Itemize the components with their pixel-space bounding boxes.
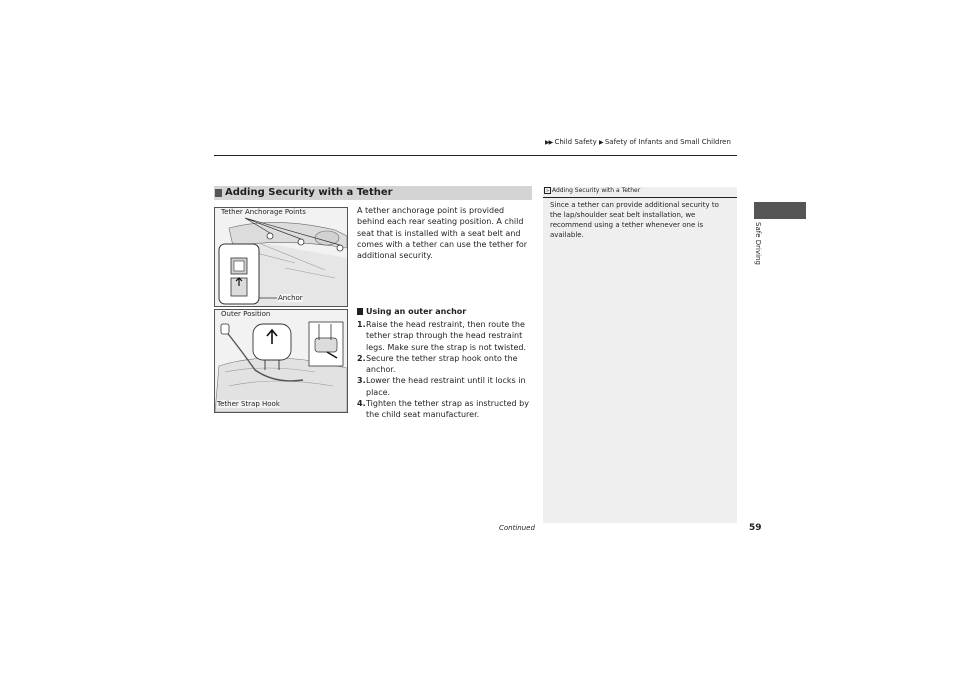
subsection-title: Using an outer anchor (366, 307, 467, 316)
double-arrow-icon: ▶▶ (545, 139, 553, 146)
note-title[interactable]: Adding Security with a Tether (552, 187, 641, 194)
section-header (214, 186, 532, 200)
figure-outer-position (214, 309, 348, 413)
steps-list (357, 319, 533, 421)
side-tab-label: Safe Driving (754, 222, 762, 265)
label-tether-anchorage-points: Tether Anchorage Points (221, 208, 306, 216)
section-title: Adding Security with a Tether (225, 187, 393, 198)
subsection-header (357, 307, 466, 316)
arrow-separator-icon: ▶ (598, 139, 603, 146)
side-tab[interactable] (754, 202, 806, 219)
breadcrumb-page[interactable]: Safety of Infants and Small Children (604, 138, 731, 146)
continued-label: Continued (499, 524, 535, 532)
label-tether-strap-hook: Tether Strap Hook (217, 400, 280, 408)
label-anchor: Anchor (278, 294, 303, 302)
breadcrumb-section[interactable]: Child Safety (554, 138, 597, 146)
label-outer-position: Outer Position (221, 310, 271, 318)
header-rule (214, 155, 737, 156)
step-item: 2. Secure the tether strap hook onto the anchor. (357, 353, 518, 375)
reference-icon: > (545, 188, 550, 193)
figure-tether-anchorage (214, 207, 348, 307)
breadcrumb (545, 138, 731, 146)
step-item: 1. Raise the head restraint, then route the tether strap through the head restraint legs. Make sure the strap is not twisted. (357, 320, 527, 352)
anchorage-illustration (215, 208, 347, 306)
note-rule (543, 197, 737, 198)
subsection-square-icon (357, 308, 363, 315)
step-item: 4. Tighten the tether strap as instructed by the child seat manufacturer. (357, 399, 529, 420)
outer-position-illustration (215, 310, 347, 412)
intro-paragraph: A tether anchorage point is provided behind each rear seating position. A child seat that is installed with a seat belt and comes with a tether can use the tether for additional security. (357, 206, 528, 261)
note-header (544, 187, 640, 194)
page-number: 59 (749, 523, 762, 533)
section-square-icon (215, 189, 222, 197)
note-text: Since a tether can provide additional security to the lap/shoulder seat belt installation, we recommend using a tether whenever one is available. (550, 201, 719, 239)
step-item: 3. Lower the head restraint until it locks in place. (357, 376, 526, 397)
